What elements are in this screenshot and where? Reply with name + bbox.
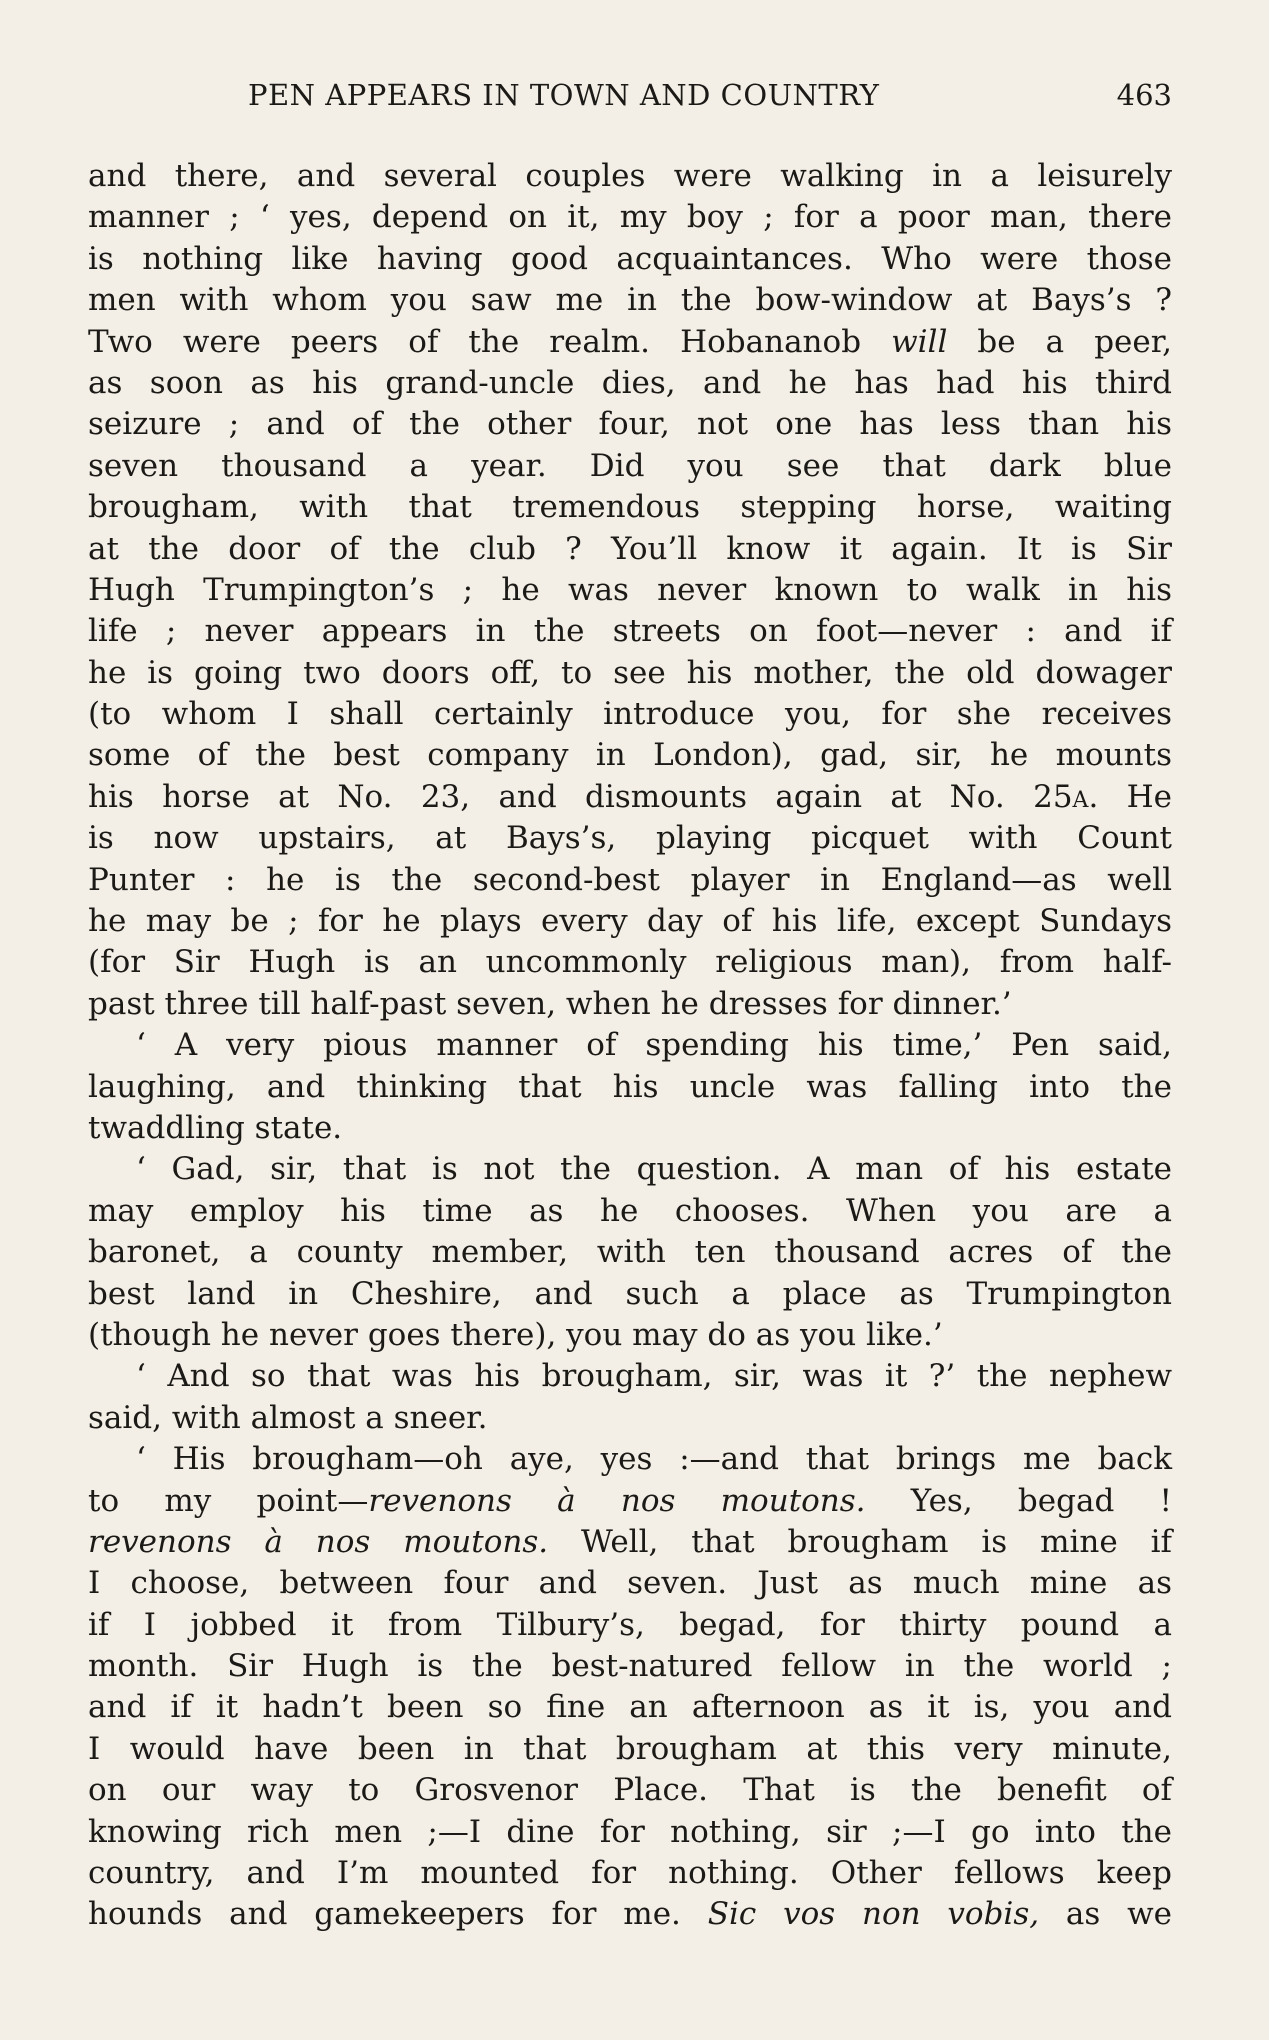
text-segment: men with whom you saw me in the bow-window at Bays’s ? bbox=[88, 282, 1172, 319]
text-segment: baronet, a county member, with ten thousand acres of the bbox=[88, 1234, 1172, 1271]
text-segment: and if it hadn’t been so fine an afternoon as it is, you and bbox=[88, 1689, 1172, 1726]
text-segment: is nothing like having good acquaintances. Who were those bbox=[88, 240, 1172, 277]
text-line bbox=[88, 1108, 1172, 1149]
text-line bbox=[88, 1729, 1172, 1770]
text-segment: to my point— bbox=[88, 1482, 369, 1519]
text-line bbox=[88, 901, 1172, 942]
text-line bbox=[88, 1687, 1172, 1728]
text-segment: his horse at No. 23, and dismounts again at No. 25 bbox=[88, 778, 1073, 815]
text-segment: country, and I’m mounted for nothing. Other fellows keep bbox=[88, 1855, 1172, 1892]
text-segment: knowing rich men ;—I dine for nothing, sir ;—I go into the bbox=[88, 1813, 1172, 1850]
text-segment: if I jobbed it from Tilbury’s, begad, for thirty pound a bbox=[88, 1606, 1172, 1643]
text-segment: some of the best company in London), gad, sir, he mounts bbox=[88, 737, 1172, 774]
text-segment: at the door of the club ? You’ll know it again. It is Sir bbox=[88, 530, 1172, 567]
text-line bbox=[88, 446, 1172, 487]
text-line bbox=[88, 1563, 1172, 1604]
italic-text: revenons à nos moutons. bbox=[368, 1482, 866, 1519]
text-line bbox=[88, 1894, 1172, 1935]
text-line bbox=[88, 611, 1172, 652]
text-segment: he may be ; for he plays every day of his life, except Sundays bbox=[88, 903, 1172, 940]
text-segment: I would have been in that brougham at this very minute, bbox=[88, 1730, 1172, 1767]
text-segment: hounds and gamekeepers for me. bbox=[88, 1896, 708, 1933]
text-line bbox=[88, 735, 1172, 776]
text-segment: may employ his time as he chooses. When you are a bbox=[88, 1192, 1172, 1229]
text-segment: be a peer, bbox=[947, 323, 1172, 360]
text-line bbox=[88, 777, 1172, 818]
text-line bbox=[88, 1646, 1172, 1687]
text-segment: (to whom I shall certainly introduce you, for she receives bbox=[88, 696, 1172, 733]
italic-text: will bbox=[891, 323, 948, 360]
text-line bbox=[88, 1356, 1172, 1397]
text-line bbox=[88, 942, 1172, 983]
text-segment: (for Sir Hugh is an uncommonly religious man), from half- bbox=[88, 944, 1172, 981]
text-segment: best land in Cheshire, and such a place as Trumpington bbox=[88, 1275, 1172, 1312]
text-line bbox=[88, 322, 1172, 363]
text-line bbox=[88, 1481, 1172, 1522]
text-line bbox=[88, 1439, 1172, 1480]
text-line bbox=[88, 860, 1172, 901]
page-number: 463 bbox=[1116, 78, 1172, 112]
italic-text: Sic vos non vobis, bbox=[707, 1896, 1040, 1933]
text-segment: he is going two doors off, to see his mother, the old dowager bbox=[88, 654, 1172, 691]
text-line bbox=[88, 529, 1172, 570]
text-line bbox=[88, 280, 1172, 321]
text-line bbox=[88, 1149, 1172, 1190]
text-line bbox=[88, 1315, 1172, 1356]
text-segment: laughing, and thinking that his uncle was falling into the bbox=[88, 1068, 1172, 1105]
text-segment: on our way to Grosvenor Place. That is the benefit of bbox=[88, 1772, 1172, 1809]
text-segment: ‘ His brougham—oh aye, yes :—and that brings me back bbox=[136, 1441, 1172, 1478]
text-line bbox=[88, 404, 1172, 445]
text-line bbox=[88, 570, 1172, 611]
text-line bbox=[88, 1398, 1172, 1439]
text-segment: I choose, between four and seven. Just as much mine as bbox=[88, 1565, 1172, 1602]
text-line bbox=[88, 1067, 1172, 1108]
text-segment: . He bbox=[1088, 778, 1172, 815]
text-line bbox=[88, 363, 1172, 404]
text-segment: twaddling state. bbox=[88, 1109, 343, 1146]
text-line bbox=[88, 197, 1172, 238]
text-segment: Punter : he is the second-best player in England—as well bbox=[88, 861, 1172, 898]
text-line bbox=[88, 1274, 1172, 1315]
text-line bbox=[88, 1232, 1172, 1273]
text-segment: Yes, begad ! bbox=[865, 1482, 1172, 1519]
text-segment: ‘ And so that was his brougham, sir, was it ?’ the nephew bbox=[136, 1358, 1172, 1395]
text-segment: as we bbox=[1039, 1896, 1173, 1933]
text-line bbox=[88, 1605, 1172, 1646]
text-segment: is now upstairs, at Bays’s, playing picquet with Count bbox=[88, 820, 1172, 857]
text-line bbox=[88, 1853, 1172, 1894]
text-segment: ‘ Gad, sir, that is not the question. A man of his estate bbox=[136, 1151, 1172, 1188]
text-segment: Two were peers of the realm. Hobananob bbox=[88, 323, 892, 360]
text-segment: seizure ; and of the other four, not one has less than his bbox=[88, 406, 1172, 443]
text-segment: Hugh Trumpington’s ; he was never known to walk in his bbox=[88, 571, 1172, 608]
text-segment: brougham, with that tremendous stepping horse, waiting bbox=[88, 489, 1172, 526]
text-segment: manner ; ‘ yes, depend on it, my boy ; for a poor man, there bbox=[88, 199, 1172, 236]
text-segment: said, with almost a sneer. bbox=[88, 1399, 488, 1436]
text-line bbox=[88, 487, 1172, 528]
text-line bbox=[88, 653, 1172, 694]
text-segment: life ; never appears in the streets on foot—never : and if bbox=[88, 613, 1172, 650]
text-line bbox=[88, 1191, 1172, 1232]
text-line bbox=[88, 1522, 1172, 1563]
text-line bbox=[88, 1770, 1172, 1811]
text-segment: and there, and several couples were walking in a leisurely bbox=[88, 158, 1172, 194]
text-segment: seven thousand a year. Did you see that dark blue bbox=[88, 447, 1172, 484]
text-line bbox=[88, 1025, 1172, 1066]
text-line bbox=[88, 1812, 1172, 1853]
text-line bbox=[88, 239, 1172, 280]
text-line bbox=[88, 984, 1172, 1025]
text-segment: month. Sir Hugh is the best-natured fellow in the world ; bbox=[88, 1648, 1172, 1685]
body-text bbox=[88, 156, 1172, 1936]
text-segment: (though he never goes there), you may do as you like.’ bbox=[88, 1316, 943, 1353]
text-segment: ‘ A very pious manner of spending his time,’ Pen said, bbox=[136, 1027, 1172, 1064]
text-segment: past three till half-past seven, when he dresses for dinner.’ bbox=[88, 985, 1012, 1022]
text-segment: Well, that brougham is mine if bbox=[548, 1523, 1173, 1560]
running-head bbox=[88, 78, 1172, 122]
running-title: PEN APPEARS IN TOWN AND COUNTRY bbox=[248, 78, 880, 112]
text-segment: as soon as his grand-uncle dies, and he has had his third bbox=[88, 364, 1172, 401]
text-line bbox=[88, 156, 1172, 197]
small-caps-text: A bbox=[1072, 787, 1089, 813]
text-line bbox=[88, 694, 1172, 735]
text-line bbox=[88, 818, 1172, 859]
italic-text: revenons à nos moutons. bbox=[88, 1523, 549, 1560]
